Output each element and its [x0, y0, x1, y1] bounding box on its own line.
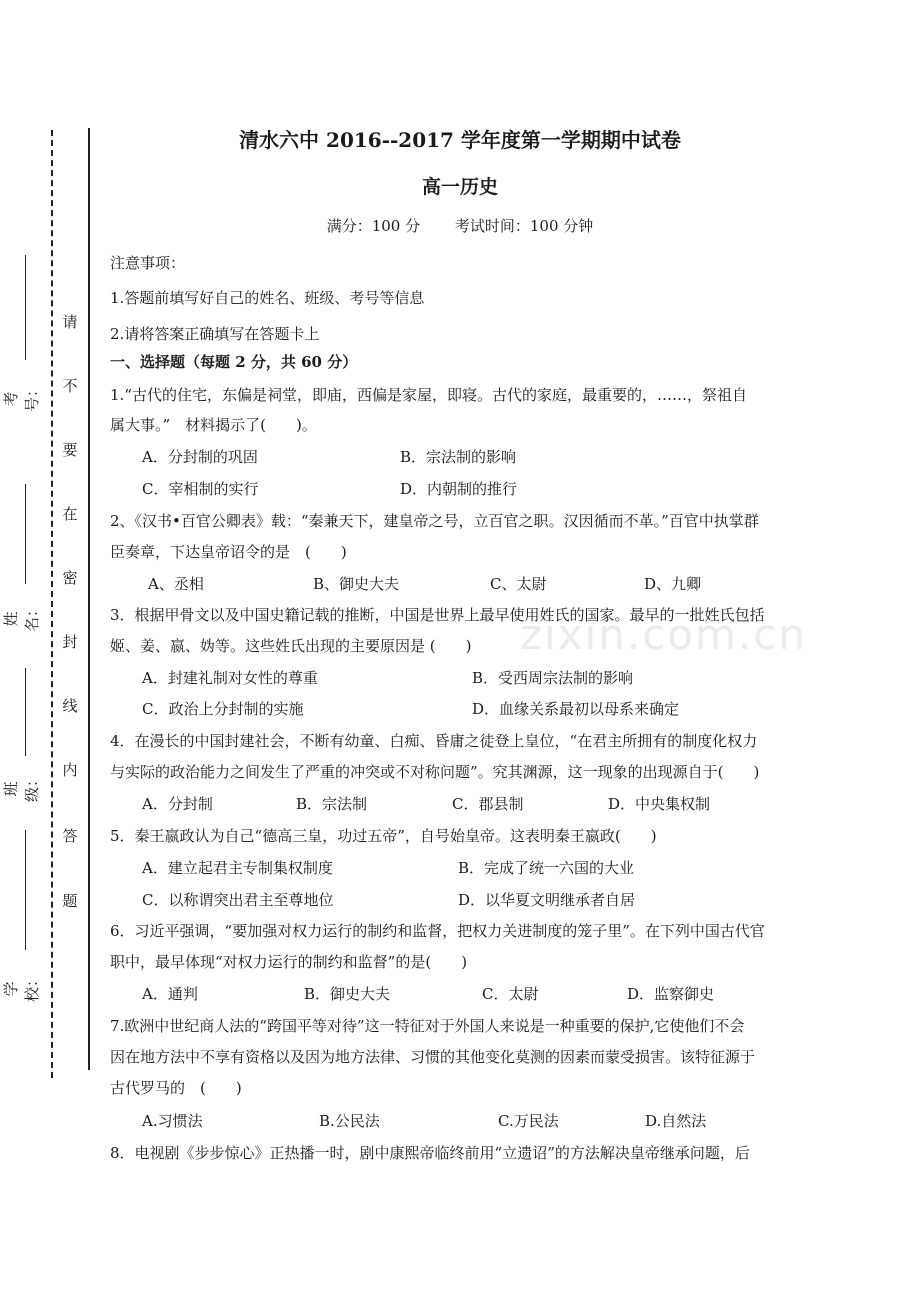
- section-heading: 一、选择题（每题 2 分，共 60 分）: [110, 353, 358, 371]
- note-item: 2.请将答案正确填写在答题卡上: [110, 325, 320, 343]
- q5-option-d: D．以华夏文明继承者自居: [458, 891, 636, 909]
- q7-option-c: C.万民法: [498, 1112, 559, 1130]
- class-label: 班级：: [2, 771, 41, 802]
- name-line: [25, 484, 26, 584]
- q5-option-a: A．建立起君主专制集权制度: [142, 859, 333, 877]
- q6-option-c: C．太尉: [482, 985, 539, 1003]
- question-5-line: 5．秦王嬴政认为自己“德高三皇，功过五帝”，自号始皇帝。这表明秦王嬴政( ): [110, 827, 657, 845]
- q5-option-b: B．完成了统一六国的大业: [458, 859, 635, 877]
- q6-option-a: A．通判: [142, 985, 198, 1003]
- school-line: [25, 830, 26, 950]
- q7-option-b: B.公民法: [319, 1112, 380, 1130]
- q2-option-d: D、九卿: [644, 575, 702, 593]
- class-line: [25, 668, 26, 756]
- question-3-line: 3．根据甲骨文以及中国史籍记载的推断，中国是世界上最早使用姓氏的国家。最早的一批姓氏包括: [110, 606, 765, 624]
- question-4-line: 与实际的政治能力之间发生了严重的冲突或不对称问题”。究其渊源，这一现象的出现源自于( ): [110, 763, 760, 781]
- name-label: 姓名：: [2, 601, 41, 632]
- q1-option-a: A．分封制的巩固: [142, 448, 258, 466]
- q2-option-c: C、太尉: [490, 575, 547, 593]
- q1-option-d: D．内朝制的推行: [400, 480, 518, 498]
- note-item: 1.答题前填写好自己的姓名、班级、考号等信息: [110, 289, 425, 307]
- q2-option-a: A、丞相: [148, 575, 204, 593]
- q2-option-b: B、御史大夫: [313, 575, 400, 593]
- q3-option-c: C．政治上分封制的实施: [142, 700, 304, 718]
- q3-option-a: A．封建礼制对女性的尊重: [142, 669, 318, 687]
- question-7-line: 古代罗马的 ( ): [110, 1079, 242, 1097]
- q3-option-b: B．受西周宗法制的影响: [472, 669, 634, 687]
- exam-title: 清水六中 2016--2017 学年度第一学期期中试卷: [239, 128, 681, 152]
- q4-option-d: D．中央集权制: [608, 795, 711, 813]
- watermark: zixin.com.cn: [520, 610, 807, 659]
- exam-number-label: 考号：: [2, 381, 41, 412]
- question-4-line: 4．在漫长的中国封建社会，不断有幼童、白痴、昏庸之徒登上皇位，“在君主所拥有的制度化权力: [110, 732, 758, 750]
- question-1-line: 属大事。” 材料揭示了( )。: [110, 416, 317, 434]
- question-6-line: 6．习近平强调，“要加强对权力运行的制约和监督，把权力关进制度的笼子里”。在下列中国古代官: [110, 922, 765, 940]
- q1-option-b: B．宗法制的影响: [400, 448, 517, 466]
- seal-char: 要: [62, 441, 78, 459]
- q6-option-b: B．御史大夫: [304, 985, 391, 1003]
- q7-option-d: D.自然法: [645, 1112, 707, 1130]
- q4-option-c: C．郡县制: [452, 795, 524, 813]
- seal-char: 密: [62, 569, 78, 587]
- q7-option-a: A.习惯法: [142, 1112, 203, 1130]
- seal-char: 不: [62, 377, 78, 395]
- question-1-line: 1.“古代的住宅，东偏是祠堂，即庙，西偏是家屋，即寝。古代的家庭，最重要的，……，祭祖自: [110, 386, 747, 404]
- question-8-line: 8．电视剧《步步惊心》正热播一时，剧中康熙帝临终前用“立遗诏”的方法解决皇帝继承问题，后: [110, 1144, 750, 1162]
- exam-number-line: [25, 255, 26, 360]
- seal-char: 请: [62, 313, 78, 331]
- question-6-line: 职中，最早体现“对权力运行的制约和监督”的是( ): [110, 953, 468, 971]
- question-2-line: 2、《汉书•百官公卿表》载：“秦兼天下，建皇帝之号，立百官之职。汉因循而不革。”百官中执掌群: [110, 512, 759, 530]
- seal-char: 封: [62, 633, 78, 651]
- exam-subtitle: 高一历史: [421, 176, 498, 198]
- question-2-line: 臣奏章，下达皇帝诏令的是 ( ): [110, 543, 347, 561]
- seal-char: 题: [62, 892, 78, 910]
- q4-option-a: A．分封制: [142, 795, 213, 813]
- question-3-line: 姬、姜、嬴、妫等。这些姓氏出现的主要原因是 ( ): [110, 637, 472, 655]
- notes-heading: 注意事项：: [110, 254, 186, 272]
- q6-option-d: D．监察御史: [627, 985, 715, 1003]
- seal-char: 内: [62, 761, 78, 779]
- school-label: 学校：: [2, 971, 41, 1002]
- question-7-line: 因在地方法中不享有资格以及因为地方法律、习惯的其他变化莫测的因素而蒙受损害。该特征源于: [110, 1048, 756, 1066]
- score-time-info: 满分：100 分 考试时间：100 分钟: [326, 217, 594, 235]
- question-7-line: 7.欧洲中世纪商人法的“跨国平等对待”这一特征对于外国人来说是一种重要的保护,它使他们不会: [110, 1017, 745, 1035]
- q4-option-b: B．宗法制: [296, 795, 368, 813]
- seal-char: 答: [62, 827, 78, 845]
- seal-dashed-line: [51, 130, 53, 1078]
- seal-char: 在: [62, 505, 78, 523]
- q5-option-c: C．以称谓突出君主至尊地位: [142, 891, 334, 909]
- q1-option-c: C．宰相制的实行: [142, 480, 259, 498]
- seal-solid-line: [88, 128, 90, 1070]
- q3-option-d: D．血缘关系最初以母系来确定: [472, 700, 680, 718]
- seal-char: 线: [62, 697, 78, 715]
